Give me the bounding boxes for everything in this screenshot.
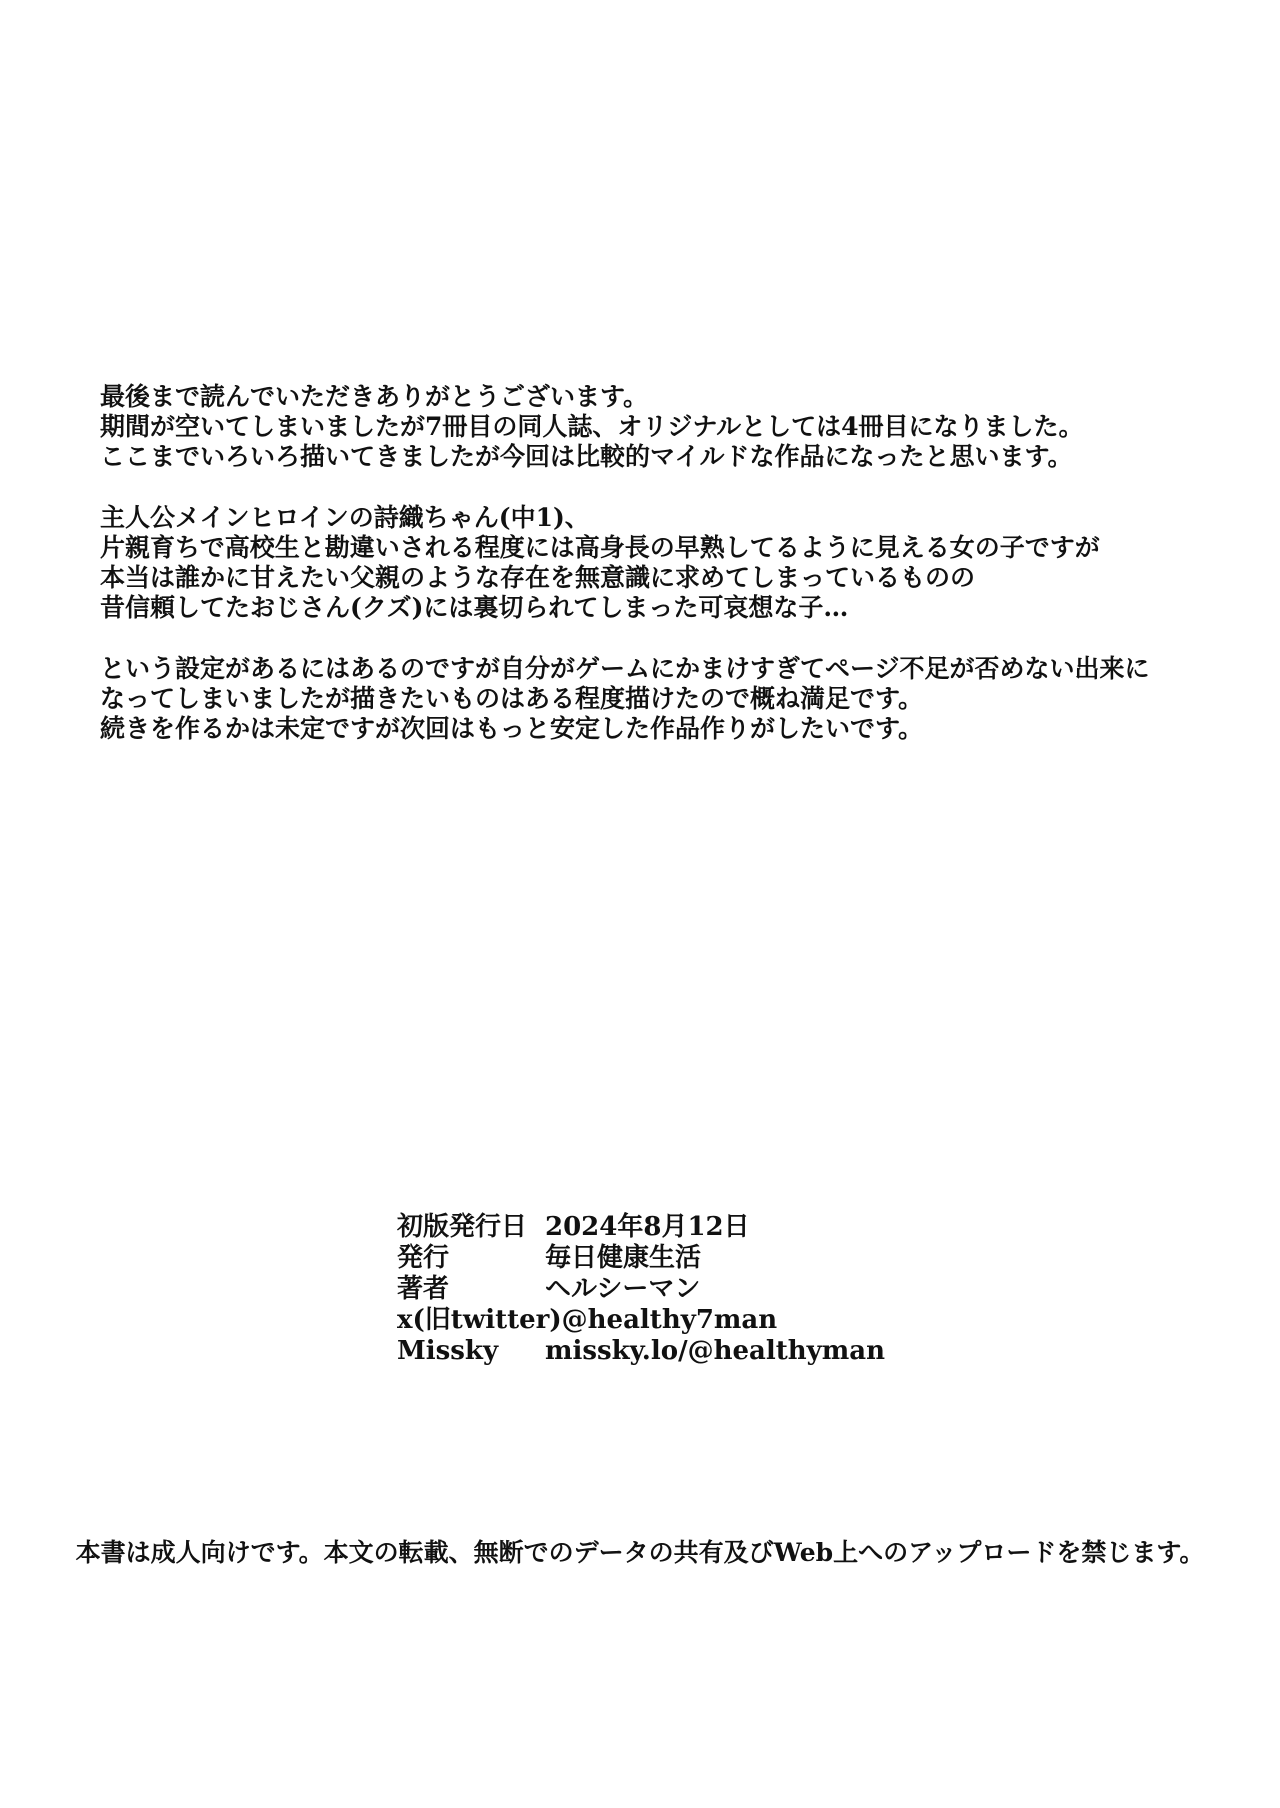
- afterword-line: 最後まで読んでいただきありがとうございます。: [100, 382, 649, 411]
- colophon-row-x-account: [397, 1305, 885, 1336]
- colophon: [397, 1212, 885, 1367]
- colophon-value: 2024年8月12日: [545, 1212, 750, 1242]
- colophon-value: @healthy7man: [561, 1305, 778, 1335]
- afterword-paragraph: [100, 654, 1200, 744]
- colophon-row-author: [397, 1274, 885, 1305]
- adult-content-notice: 本書は成人向けです。本文の転載、無断でのデータの共有及びWeb上へのアップロードを禁じます。: [75, 1538, 1205, 1567]
- afterword-line: 主人公メインヒロインの詩織ちゃん(中1)、: [100, 503, 590, 532]
- colophon-label: 著者: [397, 1274, 450, 1304]
- afterword-paragraph: [100, 382, 1200, 472]
- colophon-value: 毎日健康生活: [545, 1243, 702, 1273]
- colophon-value: missky.lo/@healthyman: [545, 1336, 886, 1366]
- afterword-line: ここまでいろいろ描いてきましたが今回は比較的マイルドな作品になったと思います。: [100, 442, 1073, 471]
- afterword-line: なってしまいましたが描きたいものはある程度描けたので概ね満足です。: [100, 684, 924, 713]
- afterword-line: 片親育ちで高校生と勘違いされる程度には高身長の早熟してるように見える女の子ですが: [100, 533, 1100, 562]
- afterword-line: 本当は誰かに甘えたい父親のような存在を無意識に求めてしまっているものの: [100, 563, 976, 592]
- colophon-row-missky-account: [397, 1336, 885, 1367]
- afterword-text: [100, 382, 1200, 744]
- colophon-value: ヘルシーマン: [545, 1274, 701, 1304]
- afterword-line: 期間が空いてしまいましたが7冊目の同人誌、オリジナルとしては4冊目になりました。: [100, 412, 1084, 441]
- afterword-line: 昔信頼してたおじさん(クズ)には裏切られてしまった可哀想な子…: [100, 593, 849, 622]
- colophon-label: Missky: [397, 1336, 499, 1366]
- colophon-row-first-edition-date: [397, 1212, 885, 1243]
- colophon-label: 初版発行日: [397, 1212, 528, 1242]
- colophon-label: 発行: [397, 1243, 450, 1273]
- colophon-label: x(旧twitter): [397, 1305, 562, 1335]
- afterword-paragraph: [100, 503, 1200, 623]
- afterword-line: という設定があるにはあるのですが自分がゲームにかまけすぎてページ不足が否めない出来に: [100, 654, 1150, 683]
- colophon-row-publisher: [397, 1243, 885, 1274]
- afterword-line: 続きを作るかは未定ですが次回はもっと安定した作品作りがしたいです。: [100, 714, 924, 743]
